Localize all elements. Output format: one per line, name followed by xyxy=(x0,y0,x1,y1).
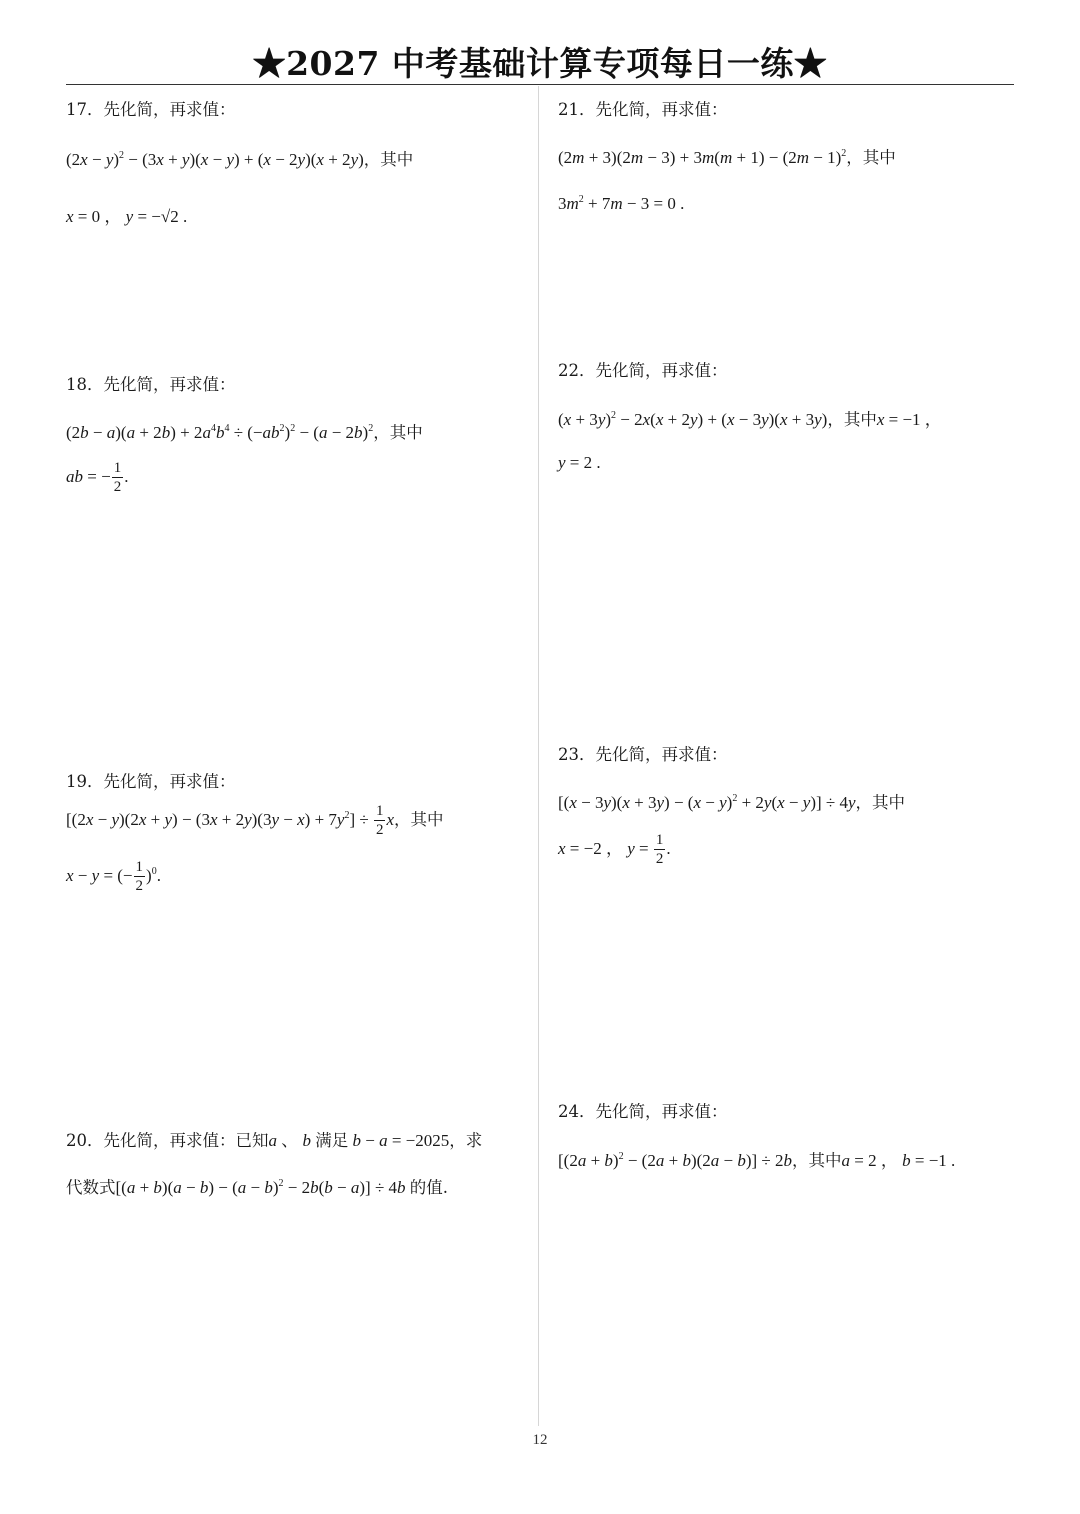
problem-instruction: 先化简，再求值： xyxy=(103,100,236,119)
math-expression: $(2x - y)^2 - (3x + y)(x - y) + (x - 2y)(x + 2y)$ xyxy=(66,150,364,169)
where-text: ，其中 xyxy=(373,423,423,442)
condition-expression: y = 2 . xyxy=(558,453,601,472)
math-expression: $[(2x - y)(2x + y) - (3x + 2y)(3y - x) + 7y^2]$ ÷ $\frac{1}{2}$ x xyxy=(66,803,394,838)
expr-prefix: 代数式 xyxy=(66,1178,116,1197)
problem-instruction: 先化简，再求值： xyxy=(103,375,236,394)
condition-expression: a = 2 ， b = −1 . xyxy=(841,1151,956,1170)
condition-expression: x = −2 ， y = $\frac{1}{2}$ . xyxy=(558,832,671,867)
math-expression: $[(x - 3y)(x + 3y) - (x - y)^2 + 2y(x - y)] \div 4y$ xyxy=(558,793,856,812)
problem-number: 23． xyxy=(558,745,596,764)
where-text: ，其中 xyxy=(827,410,877,429)
problem-number: 22． xyxy=(558,361,596,380)
where-text: ，其中 xyxy=(792,1151,842,1170)
where-text: ，其中 xyxy=(846,148,896,167)
problem-number: 19． xyxy=(66,772,104,791)
problem-number: 21． xyxy=(558,100,596,119)
math-expression: $[(a + b)(a - b) - (a - b)^2 - 2b(b - a)] \div 4b$ xyxy=(115,1178,406,1197)
satisfy-text: 满足 xyxy=(315,1131,349,1150)
problem-number: 17． xyxy=(66,100,104,119)
where-text: ，其中 xyxy=(363,150,414,169)
problem-number: 24． xyxy=(558,1102,596,1121)
problem-instruction: 先化简，再求值： xyxy=(595,745,728,764)
problem-instruction: 先化简，再求值： xyxy=(595,100,728,119)
condition-expression: $3m^2 + 7m - 3 = 0$ . xyxy=(558,194,685,213)
problem-instruction: 先化简，再求值： xyxy=(103,1131,236,1150)
page-title: ★2027 中考基础计算专项每日一练★ xyxy=(252,44,828,83)
page-number: 12 xyxy=(532,1432,548,1448)
problem-instruction: 先化简，再求值： xyxy=(103,772,236,791)
condition-expression: x = 0 ， y = −√2 . xyxy=(66,207,188,226)
math-expression: $(2b - a)(a + 2b) + 2a^4b^4 \div (-ab^2)^2 - (a - 2b)^2$ xyxy=(66,423,374,442)
column-divider xyxy=(538,86,539,1426)
condition-expression: x − y = (− $\frac{1}{2}$ )$^0$. xyxy=(66,859,161,894)
math-expression: $(2m + 3)(2m - 3) + 3m(m + 1) - (2m - 1)^2$ xyxy=(558,148,847,167)
known-text: 已知 xyxy=(235,1131,269,1150)
ask-text: ，求 xyxy=(449,1131,483,1150)
title-underline xyxy=(66,84,1014,85)
condition-expression: ab = − $\frac{1}{2}$ . xyxy=(66,460,129,495)
problem-instruction: 先化简，再求值： xyxy=(595,361,728,380)
problem-instruction: 先化简，再求值： xyxy=(595,1102,728,1121)
problem-number: 20． xyxy=(66,1131,104,1150)
tail-text: 的值. xyxy=(409,1178,449,1197)
condition-expression: b − a = −2025 xyxy=(352,1131,450,1150)
where-text: ，其中 xyxy=(855,793,906,812)
condition-expression: x = −1 ， xyxy=(876,410,942,429)
math-expression: $(x + 3y)^2 - 2x(x + 2y) + (x - 3y)(x + 3y)$ xyxy=(558,410,828,429)
math-expression: $[(2a + b)^2 - (2a + b)(2a - b)] \div 2b$ xyxy=(558,1151,793,1170)
where-text: ，其中 xyxy=(394,809,444,829)
problem-number: 18． xyxy=(66,375,104,394)
